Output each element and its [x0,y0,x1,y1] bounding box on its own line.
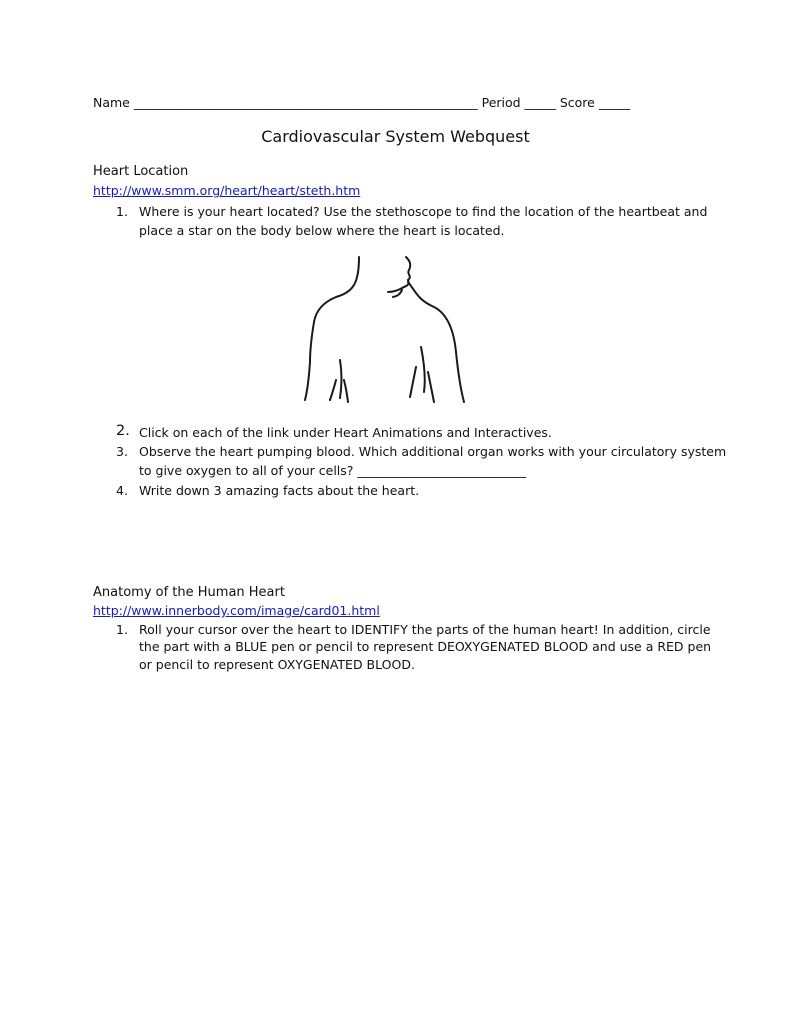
period-label: Period [481,95,521,110]
section-heading-heart-location: Heart Location [93,164,189,179]
item-number: 4. [116,483,128,498]
page-title: Cardiovascular System Webquest [261,127,530,146]
item-text-line: Click on each of the link under Heart Animations and Interactives. [139,425,552,440]
anatomy-link[interactable]: http://www.innerbody.com/image/card01.html [93,603,380,618]
right-inner-line [421,347,425,392]
name-blank: _______________________________________________________ [133,95,478,110]
score-label: Score [559,95,595,110]
item-text-line: Where is your heart located? Use the stethoscope to find the location of the heartbeat and [139,204,708,219]
item-text-line: the part with a BLUE pen or pencil to represent DEOXYGENATED BLOOD and use a RED pen [139,639,712,654]
header-line [93,94,630,111]
name-label: Name [93,95,130,110]
item-text-line: Write down 3 amazing facts about the heart. [139,483,420,498]
item-text-line: Observe the heart pumping blood. Which additional organ works with your circulatory system [139,444,727,459]
item-text-line: or pencil to represent OXYGENATED BLOOD. [139,657,415,672]
heart-location-link[interactable]: http://www.smm.org/heart/heart/steth.htm [93,183,361,198]
score-blank: _____ [598,95,631,110]
item-number: 1. [116,204,128,219]
right-shoulder-arm-line [408,282,464,402]
item-number: 3. [116,444,128,459]
torso-outline-image [296,252,471,408]
item-text-line: place a star on the body below where the heart is located. [139,223,505,238]
item-text-line: to give oxygen to all of your cells? ___________________________ [139,463,527,478]
item-number: 1. [116,622,128,637]
section-heading-anatomy: Anatomy of the Human Heart [93,585,285,600]
item-number: 2. [116,423,130,439]
left-shoulder-arm-line [305,257,359,400]
item-text-line: Roll your cursor over the heart to IDENTIFY the parts of the human heart! In addition, circle [139,622,711,637]
period-blank: _____ [524,95,556,110]
left-inner-line [340,360,342,398]
